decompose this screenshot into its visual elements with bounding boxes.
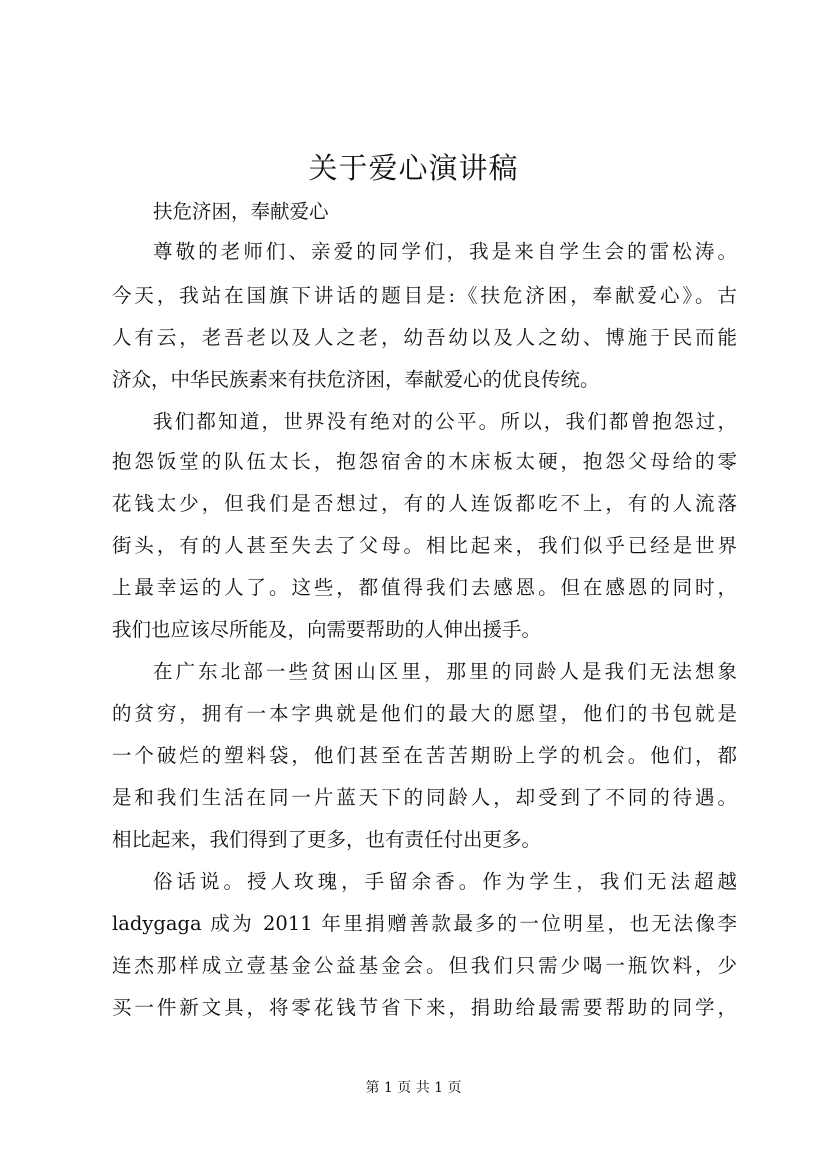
text-line: 街头，有的人甚至失去了父母。相比起来，我们似乎已经是世界 bbox=[112, 534, 737, 557]
text-line: 在广东北部一些贫困山区里，那里的同龄人是我们无法想象 bbox=[153, 660, 737, 683]
text-line: 花钱太少，但我们是否想过，有的人连饭都吃不上，有的人流落 bbox=[112, 492, 737, 515]
text-line: 人有云，老吾老以及人之老，幼吾幼以及人之幼、博施于民而能 bbox=[112, 326, 737, 349]
text-line: 买一件新文具，将零花钱节省下来，捐助给最需要帮助的同学， bbox=[112, 996, 737, 1019]
text-line: 济众，中华民族素来有扶危济困，奉献爱心的优良传统。 bbox=[112, 368, 600, 391]
page-number-footer: 第 1 页 共 1 页 bbox=[365, 1080, 462, 1096]
text-line: ladygaga 成为 2011 年里捐赠善款最多的一位明星，也无法像李 bbox=[112, 912, 737, 935]
text-line: 相比起来，我们得到了更多，也有责任付出更多。 bbox=[112, 828, 542, 851]
text-line: 我们也应该尽所能及，向需要帮助的人伸出援手。 bbox=[112, 618, 542, 641]
text-line: 一个破烂的塑料袋，他们甚至在苦苦期盼上学的机会。他们，都 bbox=[112, 744, 737, 767]
text-line: 尊敬的老师们、亲爱的同学们，我是来自学生会的雷松涛。 bbox=[153, 240, 737, 263]
text-line: 俗话说。授人玫瑰，手留余香。作为学生，我们无法超越 bbox=[153, 870, 737, 893]
text-line: 今天，我站在国旗下讲话的题目是:《扶危济困，奉献爱心》。古 bbox=[112, 284, 737, 307]
text-line: 的贫穷，拥有一本字典就是他们的最大的愿望，他们的书包就是 bbox=[112, 702, 737, 725]
text-line: 连杰那样成立壹基金公益基金会。但我们只需少喝一瓶饮料，少 bbox=[112, 954, 737, 977]
subtitle-line: 扶危济困，奉献爱心 bbox=[153, 200, 329, 223]
text-line: 是和我们生活在同一片蓝天下的同龄人，却受到了不同的待遇。 bbox=[112, 786, 737, 809]
document-title: 关于爱心演讲稿 bbox=[308, 151, 519, 185]
text-line: 我们都知道，世界没有绝对的公平。所以，我们都曾抱怨过， bbox=[153, 410, 737, 433]
text-line: 抱怨饭堂的队伍太长，抱怨宿舍的木床板太硬，抱怨父母给的零 bbox=[112, 450, 737, 473]
text-line: 上最幸运的人了。这些，都值得我们去感恩。但在感恩的同时， bbox=[112, 576, 737, 599]
